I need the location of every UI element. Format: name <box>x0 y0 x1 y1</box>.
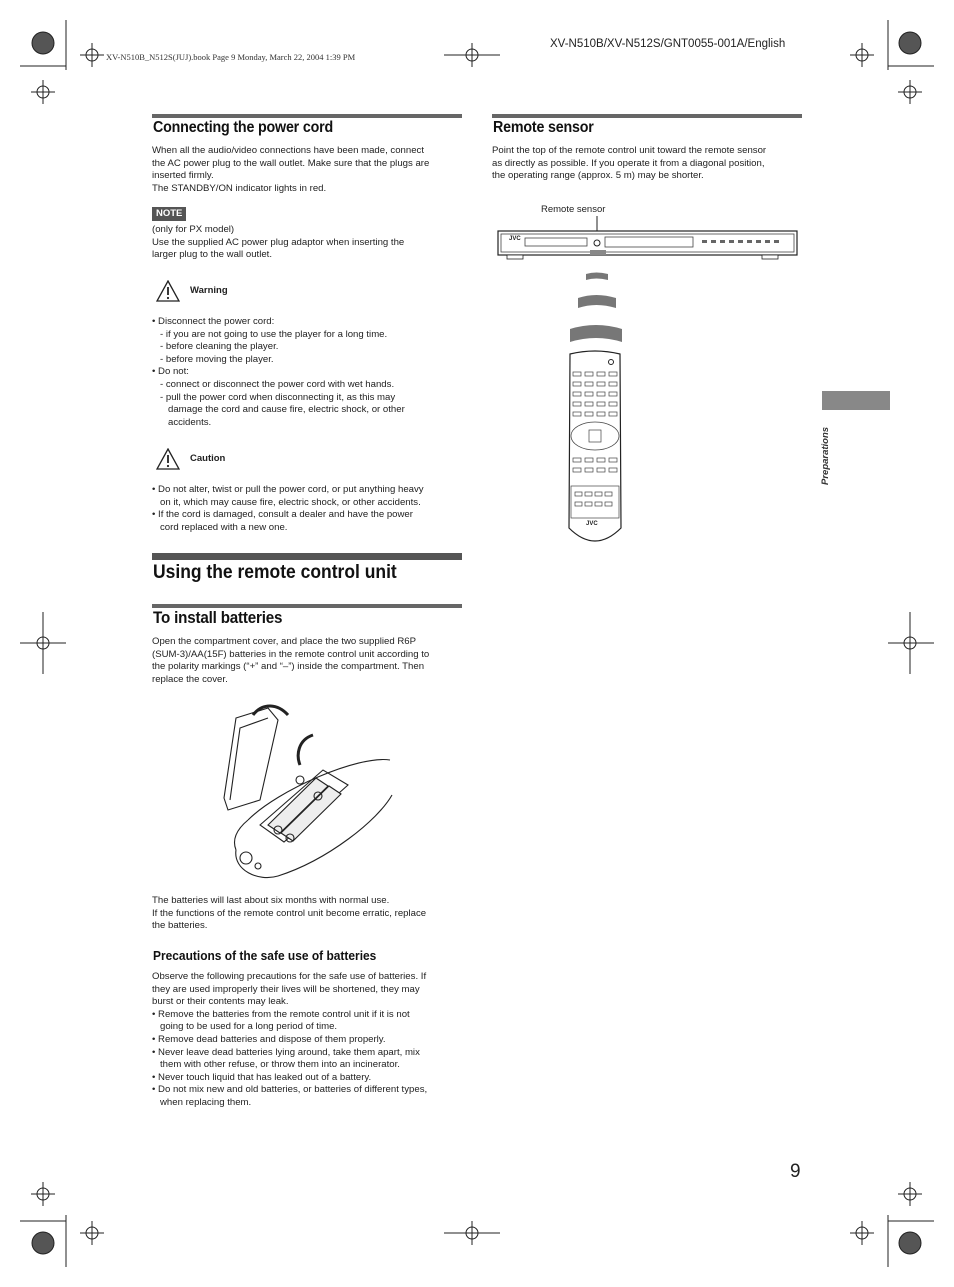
signal-waves-icon <box>566 268 626 348</box>
warning-icon <box>156 280 180 302</box>
warning-label: Warning <box>190 285 228 296</box>
sensor-title: Remote sensor <box>493 119 594 136</box>
sensor-diagram-label: Remote sensor <box>541 204 606 215</box>
page-number: 9 <box>790 1161 801 1182</box>
precautions-title: Precautions of the safe use of batteries <box>153 948 377 963</box>
remote-control-illustration <box>564 350 626 550</box>
note-text: (only for PX model) Use the supplied AC power plug adaptor when inserting the larger plug to the wall outlet. <box>152 224 405 261</box>
batteries-title: To install batteries <box>153 609 283 627</box>
doc-id: XV-N510B/XV-N512S/GNT0055-001A/English <box>550 38 786 50</box>
section-tab <box>822 391 890 410</box>
section-rule <box>152 114 462 118</box>
warning-list: • Disconnect the power cord: - if you are not going to use the player for a long time. - before cleaning the player. - before moving the player. • Do not: - connect or disconnect the power cord with wet hands. - pull the power cord when disconnecting it, as this may damage the cord and cause fire, electric shock, or other accidents. <box>152 316 405 428</box>
caution-list: • Do not alter, twist or pull the power cord, or put anything heavy on it, which may cause fire, electric shock, or other accidents. • If the cord is damaged, consult a dealer and have the power cord replaced with a new one. <box>152 484 424 533</box>
section-rule <box>152 604 462 608</box>
section-rule <box>492 114 802 118</box>
remote-section-title: Using the remote control unit <box>153 562 397 583</box>
battery-illustration <box>218 700 394 886</box>
section-rule <box>152 553 462 560</box>
dvd-player-illustration <box>497 230 799 262</box>
player-brand: JVC <box>509 236 521 242</box>
precautions-text: Observe the following precautions for the safe use of batteries. If they are used improperly their lives will be shortened, they may burst or their contents may leak. • Remove the batteries from the remote control unit if it is not going to be used for a long period of time. • Remove dead batteries and dispose of them properly. • Never leave dead batteries lying around, take them apart, mix them with other refuse, or throw them into an incinerator. • Never touch liquid that has leaked out of a battery. • Do not mix new and old batteries, or batteries of different types, when replacing them. <box>152 971 428 1108</box>
file-info: XV-N510B_N512S(JUJ).book Page 9 Monday, March 22, 2004 1:39 PM <box>106 52 356 62</box>
batteries-intro: Open the compartment cover, and place the two supplied R6P (SUM-3)/AA(15F) batteries in the remote control unit according to the polarity markings (“+” and “–”) inside the compartment. Then replace the cover. <box>152 636 430 685</box>
power-intro: When all the audio/video connections have been made, connect the AC power plug to the wall outlet. Make sure that the plugs are inserted firmly. The STANDBY/ON indicator lights in red. <box>152 145 430 194</box>
power-title: Connecting the power cord <box>153 119 334 136</box>
note-badge: NOTE <box>152 207 186 221</box>
caution-label: Caution <box>190 453 226 464</box>
caution-icon <box>156 448 180 470</box>
remote-brand: JVC <box>586 521 598 527</box>
side-label: Preparations <box>820 426 831 485</box>
sensor-text: Point the top of the remote control unit toward the remote sensor as directly as possible. If you operate it from a diagonal position, the operating range (approx. 5 m) may be shorter. <box>492 145 767 182</box>
batteries-after: The batteries will last about six months with normal use. If the functions of the remote control unit become erratic, replace the batteries. <box>152 895 427 932</box>
